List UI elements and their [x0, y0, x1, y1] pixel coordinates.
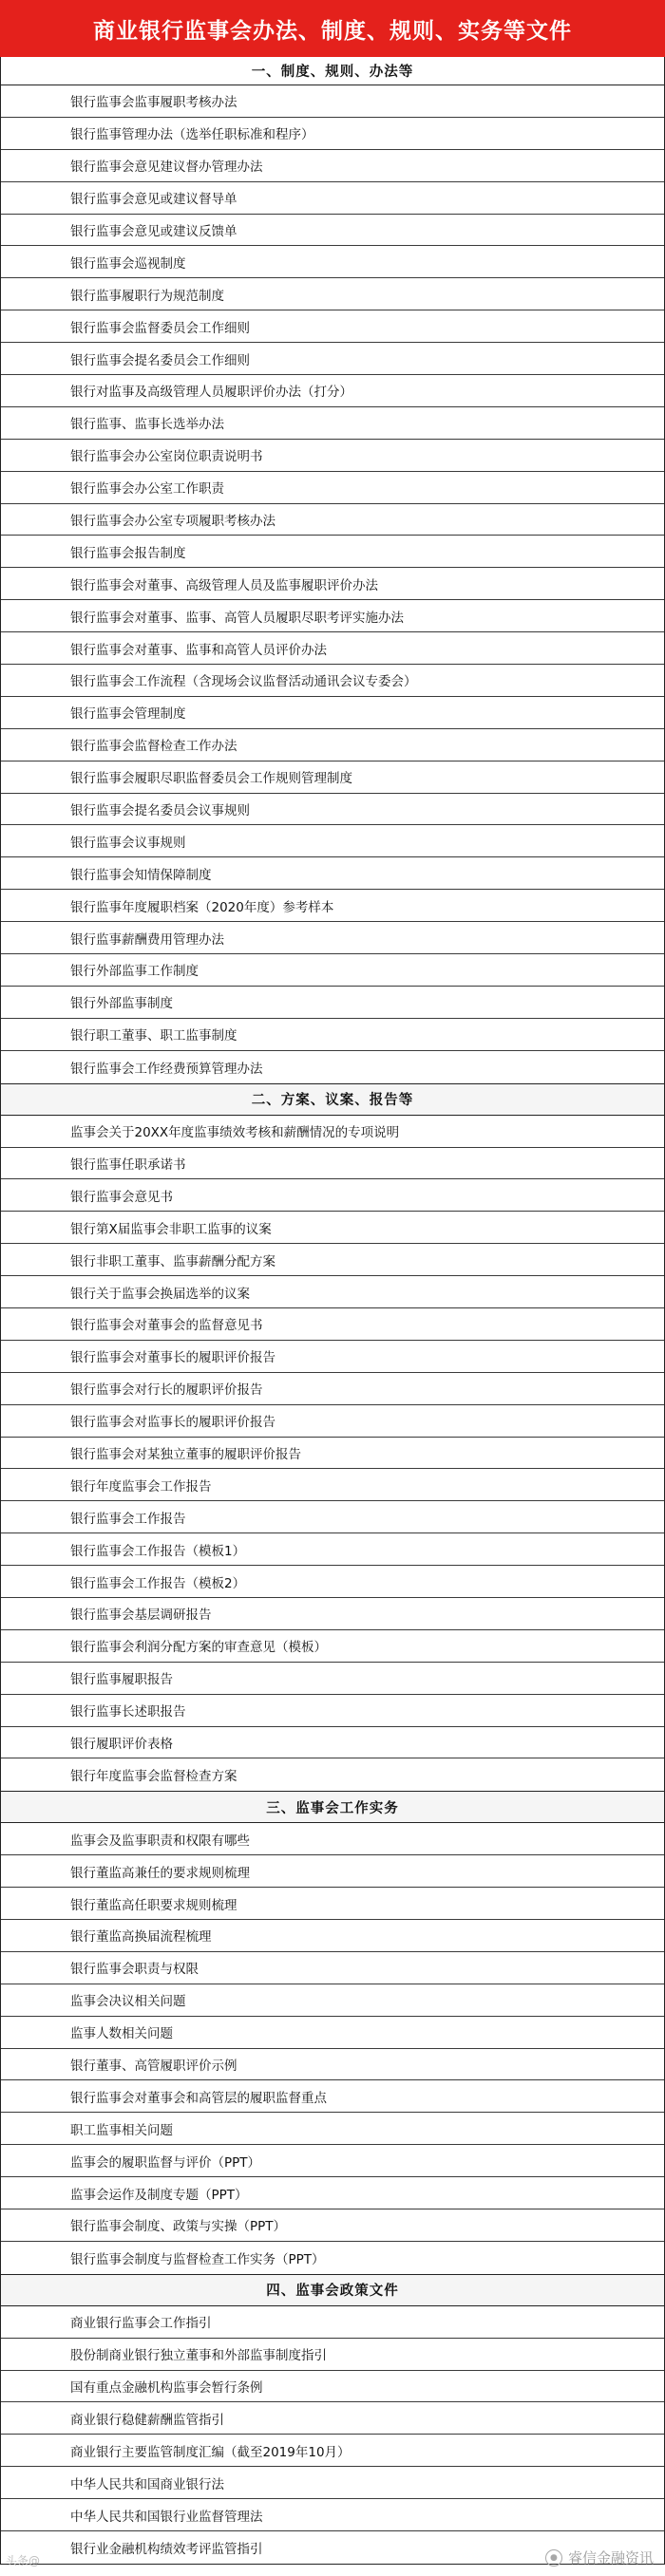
document-item: 银行监事会对董事长的履职评价报告 [1, 1341, 664, 1373]
section-heading: 一、制度、规则、办法等 [1, 57, 664, 85]
document-item: 银行监事会办公室专项履职考核办法 [1, 504, 664, 536]
document-table [0, 57, 665, 2565]
document-item: 银行监事会工作流程（含现场会议监督活动通讯会议专委会） [1, 665, 664, 697]
document-item: 银行履职评价表格 [1, 1727, 664, 1759]
document-item: 银行监事会提名委员会工作细则 [1, 343, 664, 375]
document-item: 银行监事会议事规则 [1, 825, 664, 857]
document-item: 银行监事长述职报告 [1, 1695, 664, 1727]
document-item: 银行外部监事工作制度 [1, 954, 664, 987]
platform-watermark [6, 2552, 40, 2568]
document-item: 银行监事会监督检查工作办法 [1, 729, 664, 762]
document-item: 银行业金融机构绩效考评监管指引 [70, 2541, 263, 2557]
document-item: 监事会的履职监督与评价（PPT） [1, 2145, 664, 2177]
document-item: 银行监事会办公室岗位职责说明书 [1, 440, 664, 472]
document-item: 银行监事会报告制度 [1, 536, 664, 568]
document-item: 银行对监事及高级管理人员履职评价办法（打分） [1, 375, 664, 407]
document-item: 监事人数相关问题 [1, 2017, 664, 2049]
document-item: 银行监事会职责与权限 [1, 1952, 664, 1984]
document-item: 银行监事会对某独立董事的履职评价报告 [1, 1438, 664, 1470]
document-item: 监事会决议相关问题 [1, 1984, 664, 2017]
document-item: 银行监事会意见或建议反馈单 [1, 215, 664, 247]
account-watermark [545, 2548, 654, 2567]
document-item: 银行监事履职报告 [1, 1663, 664, 1695]
section-heading: 二、方案、议案、报告等 [1, 1084, 664, 1116]
document-item: 监事会关于20XX年度监事绩效考核和薪酬情况的专项说明 [1, 1116, 664, 1148]
document-item: 银行年度监事会工作报告 [1, 1469, 664, 1501]
document-item: 股份制商业银行独立董事和外部监事制度指引 [1, 2339, 664, 2371]
page-title: 商业银行监事会办法、制度、规则、实务等文件 [0, 0, 665, 57]
document-item: 银行监事会工作报告（模板1） [1, 1533, 664, 1566]
document-item: 银行监事会意见书 [1, 1179, 664, 1212]
document-item: 中华人民共和国银行业监督管理法 [1, 2499, 664, 2531]
document-item: 银行监事会工作报告 [1, 1501, 664, 1533]
document-item: 银行监事、监事长选举办法 [1, 407, 664, 440]
document-item: 银行监事会监督委员会工作细则 [1, 310, 664, 343]
section-heading: 三、监事会工作实务 [1, 1792, 664, 1823]
document-item: 银行监事年度履职档案（2020年度）参考样本 [1, 890, 664, 922]
document-item: 银行监事会知情保障制度 [1, 857, 664, 890]
document-item: 银行监事薪酬费用管理办法 [1, 922, 664, 954]
watermark-left-text: 头条@ [6, 2554, 41, 2567]
document-item: 银行监事会利润分配方案的审查意见（模板） [1, 1630, 664, 1663]
document-item: 银行董事、高管履职评价示例 [1, 2049, 664, 2081]
document-item: 国有重点金融机构监事会暂行条例 [1, 2371, 664, 2403]
document-item: 银行监事会履职尽职监督委员会工作规则管理制度 [1, 762, 664, 794]
document-item: 监事会运作及制度专题（PPT） [1, 2177, 664, 2209]
document-item: 商业银行稳健薪酬监管指引 [1, 2402, 664, 2435]
document-item: 银行监事会制度、政策与实操（PPT） [1, 2209, 664, 2242]
document-item: 监事会及监事职责和权限有哪些 [1, 1823, 664, 1855]
document-item: 银行监事会对董事、监事和高管人员评价办法 [1, 632, 664, 665]
document-item: 银行监事会对董事会和高管层的履职监督重点 [1, 2080, 664, 2113]
document-item: 银行监事会制度与监督检查工作实务（PPT） [70, 2251, 325, 2267]
document-item: 银行监事会意见建议督办管理办法 [1, 150, 664, 182]
document-item: 银行监事会管理制度 [1, 697, 664, 729]
document-item: 银行监事任职承诺书 [1, 1148, 664, 1180]
section-1 [1, 57, 664, 1084]
document-item: 银行监事会提名委员会议事规则 [1, 794, 664, 826]
document-item: 职工监事相关问题 [1, 2113, 664, 2145]
document-item: 银行监事会对董事、高级管理人员及监事履职评价办法 [1, 568, 664, 600]
document-item: 银行职工董事、职工监事制度 [1, 1019, 664, 1051]
document-item: 银行监事会工作经费预算管理办法 [70, 1061, 263, 1077]
section-3 [1, 1792, 664, 2274]
watermark-right-text: 睿信金融资讯 [567, 2549, 654, 2567]
document-item: 银行第X届监事会非职工监事的议案 [1, 1212, 664, 1244]
document-item: 银行监事会巡视制度 [1, 246, 664, 278]
document-item: 银行监事会办公室工作职责 [1, 472, 664, 504]
document-item: 商业银行主要监管制度汇编（截至2019年10月） [1, 2435, 664, 2467]
document-item: 银行监事会监事履职考核办法 [1, 85, 664, 118]
document-item: 银行监事会对董事、监事、高管人员履职尽职考评实施办法 [1, 600, 664, 632]
document-item: 银行监事会基层调研报告 [1, 1598, 664, 1630]
document-item: 银行年度监事会监督检查方案 [70, 1769, 238, 1785]
document-item: 商业银行监事会工作指引 [1, 2306, 664, 2339]
section-2 [1, 1084, 664, 1793]
document-item: 银行监事会对监事长的履职评价报告 [1, 1405, 664, 1438]
document-item: 银行监事会对董事会的监督意见书 [1, 1308, 664, 1341]
document-item: 银行监事会工作报告（模板2） [1, 1566, 664, 1598]
document-item: 银行外部监事制度 [1, 987, 664, 1019]
document-item: 银行监事会意见或建议督导单 [1, 182, 664, 215]
document-item: 银行董监高兼任的要求规则梳理 [1, 1855, 664, 1888]
wechat-icon: ● [545, 2549, 562, 2567]
document-item: 银行董监高任职要求规则梳理 [1, 1888, 664, 1920]
document-item: 银行关于监事会换届选举的议案 [1, 1276, 664, 1308]
section-heading: 四、监事会政策文件 [1, 2275, 664, 2306]
document-item: 银行监事会对行长的履职评价报告 [1, 1373, 664, 1405]
document-item: 银行非职工董事、监事薪酬分配方案 [1, 1244, 664, 1276]
document-item: 银行监事履职行为规范制度 [1, 278, 664, 310]
document-item: 中华人民共和国商业银行法 [1, 2467, 664, 2499]
section-4 [1, 2275, 664, 2564]
document-item: 银行监事管理办法（选举任职标准和程序） [1, 118, 664, 150]
document-item: 银行董监高换届流程梳理 [1, 1920, 664, 1952]
